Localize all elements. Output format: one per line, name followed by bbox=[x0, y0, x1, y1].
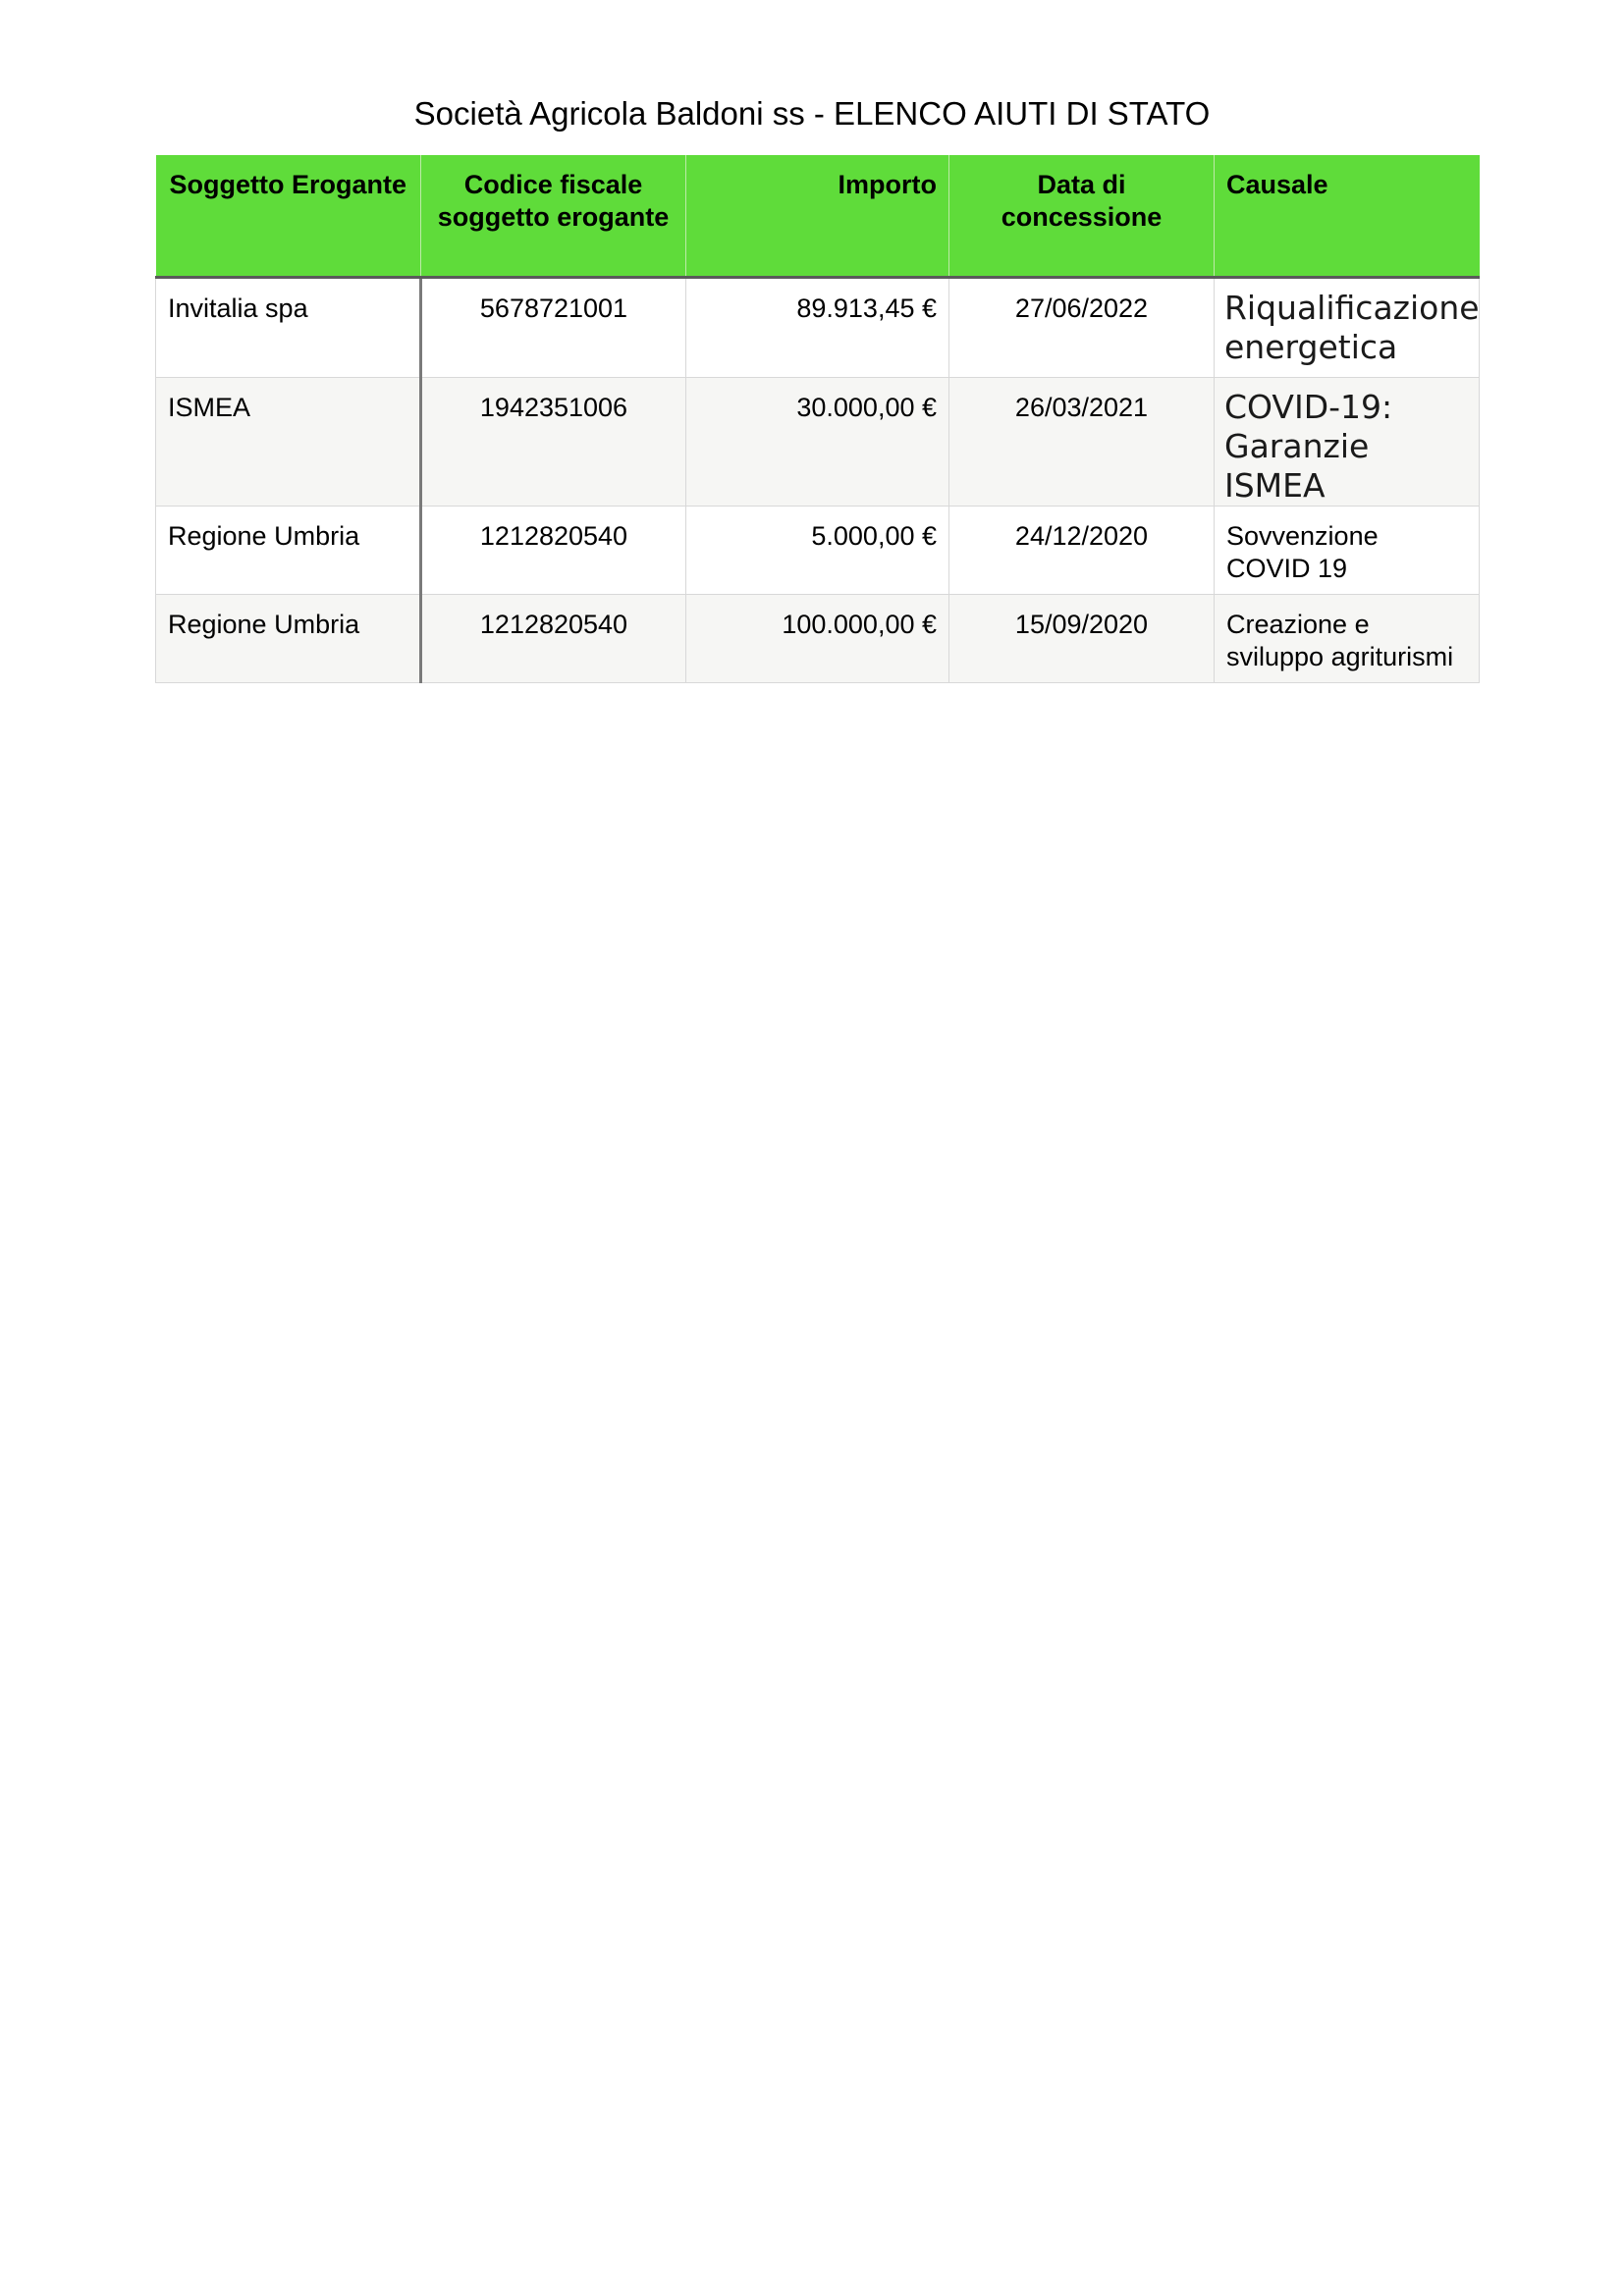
cell-importo: 89.913,45 € bbox=[686, 277, 949, 377]
cell-codice: 5678721001 bbox=[421, 277, 686, 377]
header-data-concessione: Data di concessione bbox=[949, 155, 1215, 277]
header-causale: Causale bbox=[1215, 155, 1480, 277]
cell-soggetto: Invitalia spa bbox=[156, 277, 421, 377]
cell-soggetto: Regione Umbria bbox=[156, 506, 421, 594]
cell-soggetto: Regione Umbria bbox=[156, 594, 421, 682]
cell-importo: 100.000,00 € bbox=[686, 594, 949, 682]
cell-causale bbox=[1215, 594, 1480, 682]
cell-causale bbox=[1215, 277, 1480, 377]
table-row bbox=[156, 506, 1480, 594]
causale-text: Riqualificazione energetica bbox=[1224, 288, 1480, 366]
header-codice-fiscale: Codice fiscale soggetto erogante bbox=[421, 155, 686, 277]
causale-text: Creazione e sviluppo agriturismi bbox=[1226, 609, 1454, 671]
cell-causale bbox=[1215, 377, 1480, 506]
table-row bbox=[156, 277, 1480, 377]
causale-text: COVID-19: Garanzie ISMEA bbox=[1224, 387, 1393, 505]
cell-causale bbox=[1215, 506, 1480, 594]
table-row bbox=[156, 594, 1480, 682]
cell-codice: 1212820540 bbox=[421, 506, 686, 594]
header-importo: Importo bbox=[686, 155, 949, 277]
causale-text: Sovvenzione COVID 19 bbox=[1226, 520, 1379, 583]
header-row bbox=[156, 155, 1480, 277]
cell-soggetto: ISMEA bbox=[156, 377, 421, 506]
state-aid-table bbox=[155, 155, 1480, 683]
header-soggetto-erogante: Soggetto Erogante bbox=[156, 155, 421, 277]
cell-data: 24/12/2020 bbox=[949, 506, 1215, 594]
cell-data: 26/03/2021 bbox=[949, 377, 1215, 506]
table-body bbox=[156, 277, 1480, 682]
table-header bbox=[156, 155, 1480, 277]
document-title: Società Agricola Baldoni ss - ELENCO AIUTI DI STATO bbox=[413, 95, 1211, 132]
cell-data: 15/09/2020 bbox=[949, 594, 1215, 682]
cell-importo: 30.000,00 € bbox=[686, 377, 949, 506]
table-row bbox=[156, 377, 1480, 506]
cell-codice: 1942351006 bbox=[421, 377, 686, 506]
cell-importo: 5.000,00 € bbox=[686, 506, 949, 594]
cell-data: 27/06/2022 bbox=[949, 277, 1215, 377]
cell-codice: 1212820540 bbox=[421, 594, 686, 682]
